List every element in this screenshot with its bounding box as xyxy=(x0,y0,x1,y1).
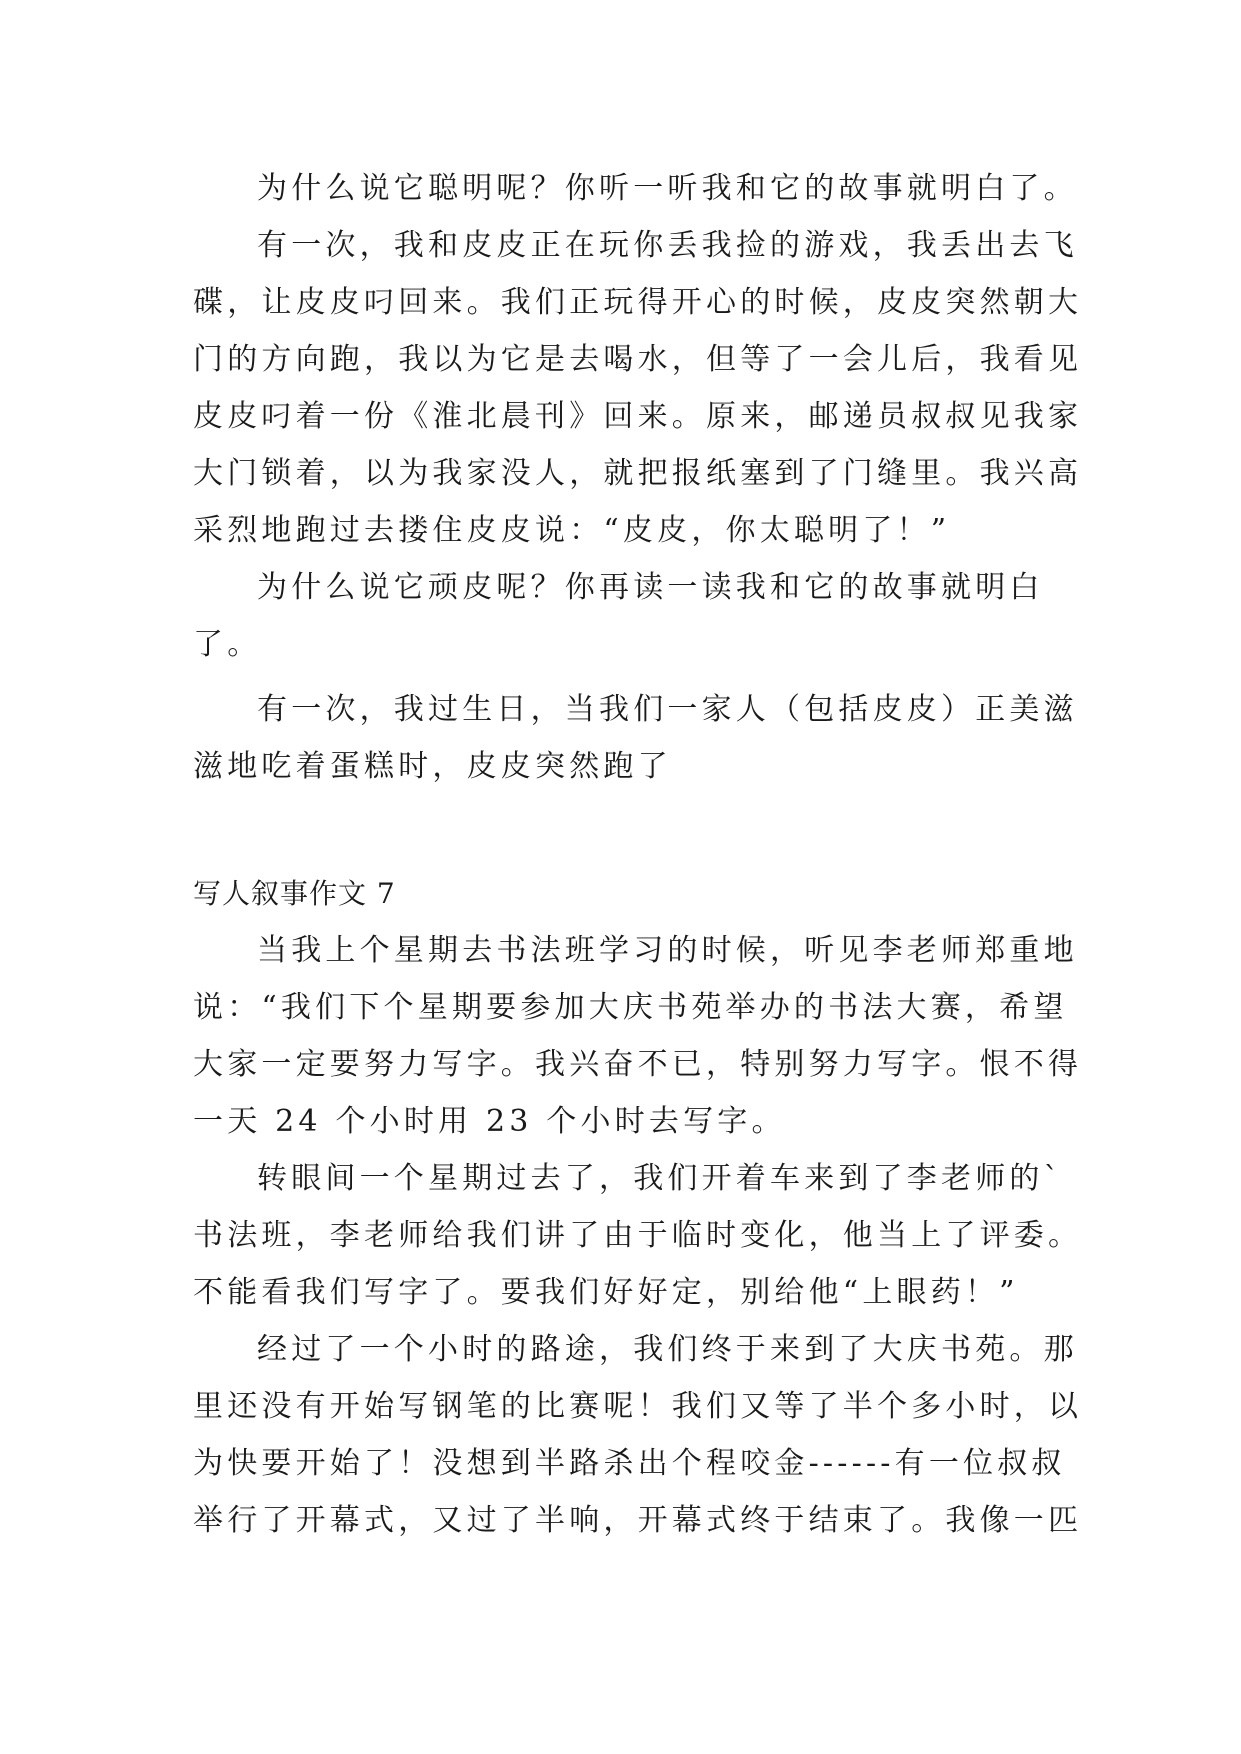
text-line: 经过了一个小时的路途，我们终于来到了大庆书苑。那 xyxy=(257,1332,1078,1367)
paragraph xyxy=(193,681,1078,795)
text-line: 为什么说它顽皮呢？你再读一读我和它的故事就明白 xyxy=(257,570,1044,605)
text-line: 转眼间一个星期过去了，我们开着车来到了李老师的` xyxy=(257,1161,1063,1196)
paragraph xyxy=(193,1150,1083,1321)
spacer xyxy=(193,673,1073,681)
text-line: 大门锁着，以为我家没人，就把报纸塞到了门缝里。我兴高 xyxy=(193,456,1083,491)
paragraph xyxy=(193,559,1073,673)
text-line: 一天 24 个小时用 23 个小时去写字。 xyxy=(193,1104,786,1139)
paragraph xyxy=(193,160,1078,217)
text-line: 碟，让皮皮叼回来。我们正玩得开心的时候，皮皮突然朝大 xyxy=(193,285,1083,320)
text-line: 大家一定要努力写字。我兴奋不已，特别努力写字。恨不得 xyxy=(193,1047,1083,1082)
text-line: 举行了开幕式，又过了半响，开幕式终于结束了。我像一匹 xyxy=(193,1503,1083,1538)
paragraph xyxy=(193,922,1083,1150)
text-line: 滋地吃着蛋糕时，皮皮突然跑了 xyxy=(193,749,672,784)
paragraph xyxy=(193,1321,1083,1549)
text-line: 有一次，我和皮皮正在玩你丢我捡的游戏，我丢出去飞 xyxy=(257,228,1078,263)
text-line: 书法班，李老师给我们讲了由于临时变化，他当上了评委。 xyxy=(193,1218,1083,1253)
text-line: 为快要开始了！没想到半路杀出个程咬金------有一位叔叔 xyxy=(193,1446,1066,1481)
text-line: 为什么说它聪明呢？你听一听我和它的故事就明白了。 xyxy=(257,171,1078,206)
section-title: 写人叙事作文 7 xyxy=(193,877,396,910)
text-line: 了。 xyxy=(193,627,262,662)
text-line: 皮皮叼着一份《淮北晨刊》回来。原来，邮递员叔叔见我家 xyxy=(193,399,1083,434)
document-page xyxy=(193,160,1083,1549)
text-line: 采烈地跑过去搂住皮皮说：“皮皮，你太聪明了！” xyxy=(193,513,951,548)
text-line: 门的方向跑，我以为它是去喝水，但等了一会儿后，我看见 xyxy=(193,342,1083,377)
text-line: 说：“我们下个星期要参加大庆书苑举办的书法大赛，希望 xyxy=(193,990,1068,1025)
text-line: 有一次，我过生日，当我们一家人（包括皮皮）正美滋 xyxy=(257,692,1078,727)
text-line: 当我上个星期去书法班学习的时候，听见李老师郑重地 xyxy=(257,933,1078,968)
paragraph xyxy=(193,217,1083,559)
text-line: 不能看我们写字了。要我们好好定，别给他“上眼药！” xyxy=(193,1275,1019,1310)
spacer xyxy=(193,795,1073,865)
text-line: 里还没有开始写钢笔的比赛呢！我们又等了半个多小时，以 xyxy=(193,1389,1083,1424)
